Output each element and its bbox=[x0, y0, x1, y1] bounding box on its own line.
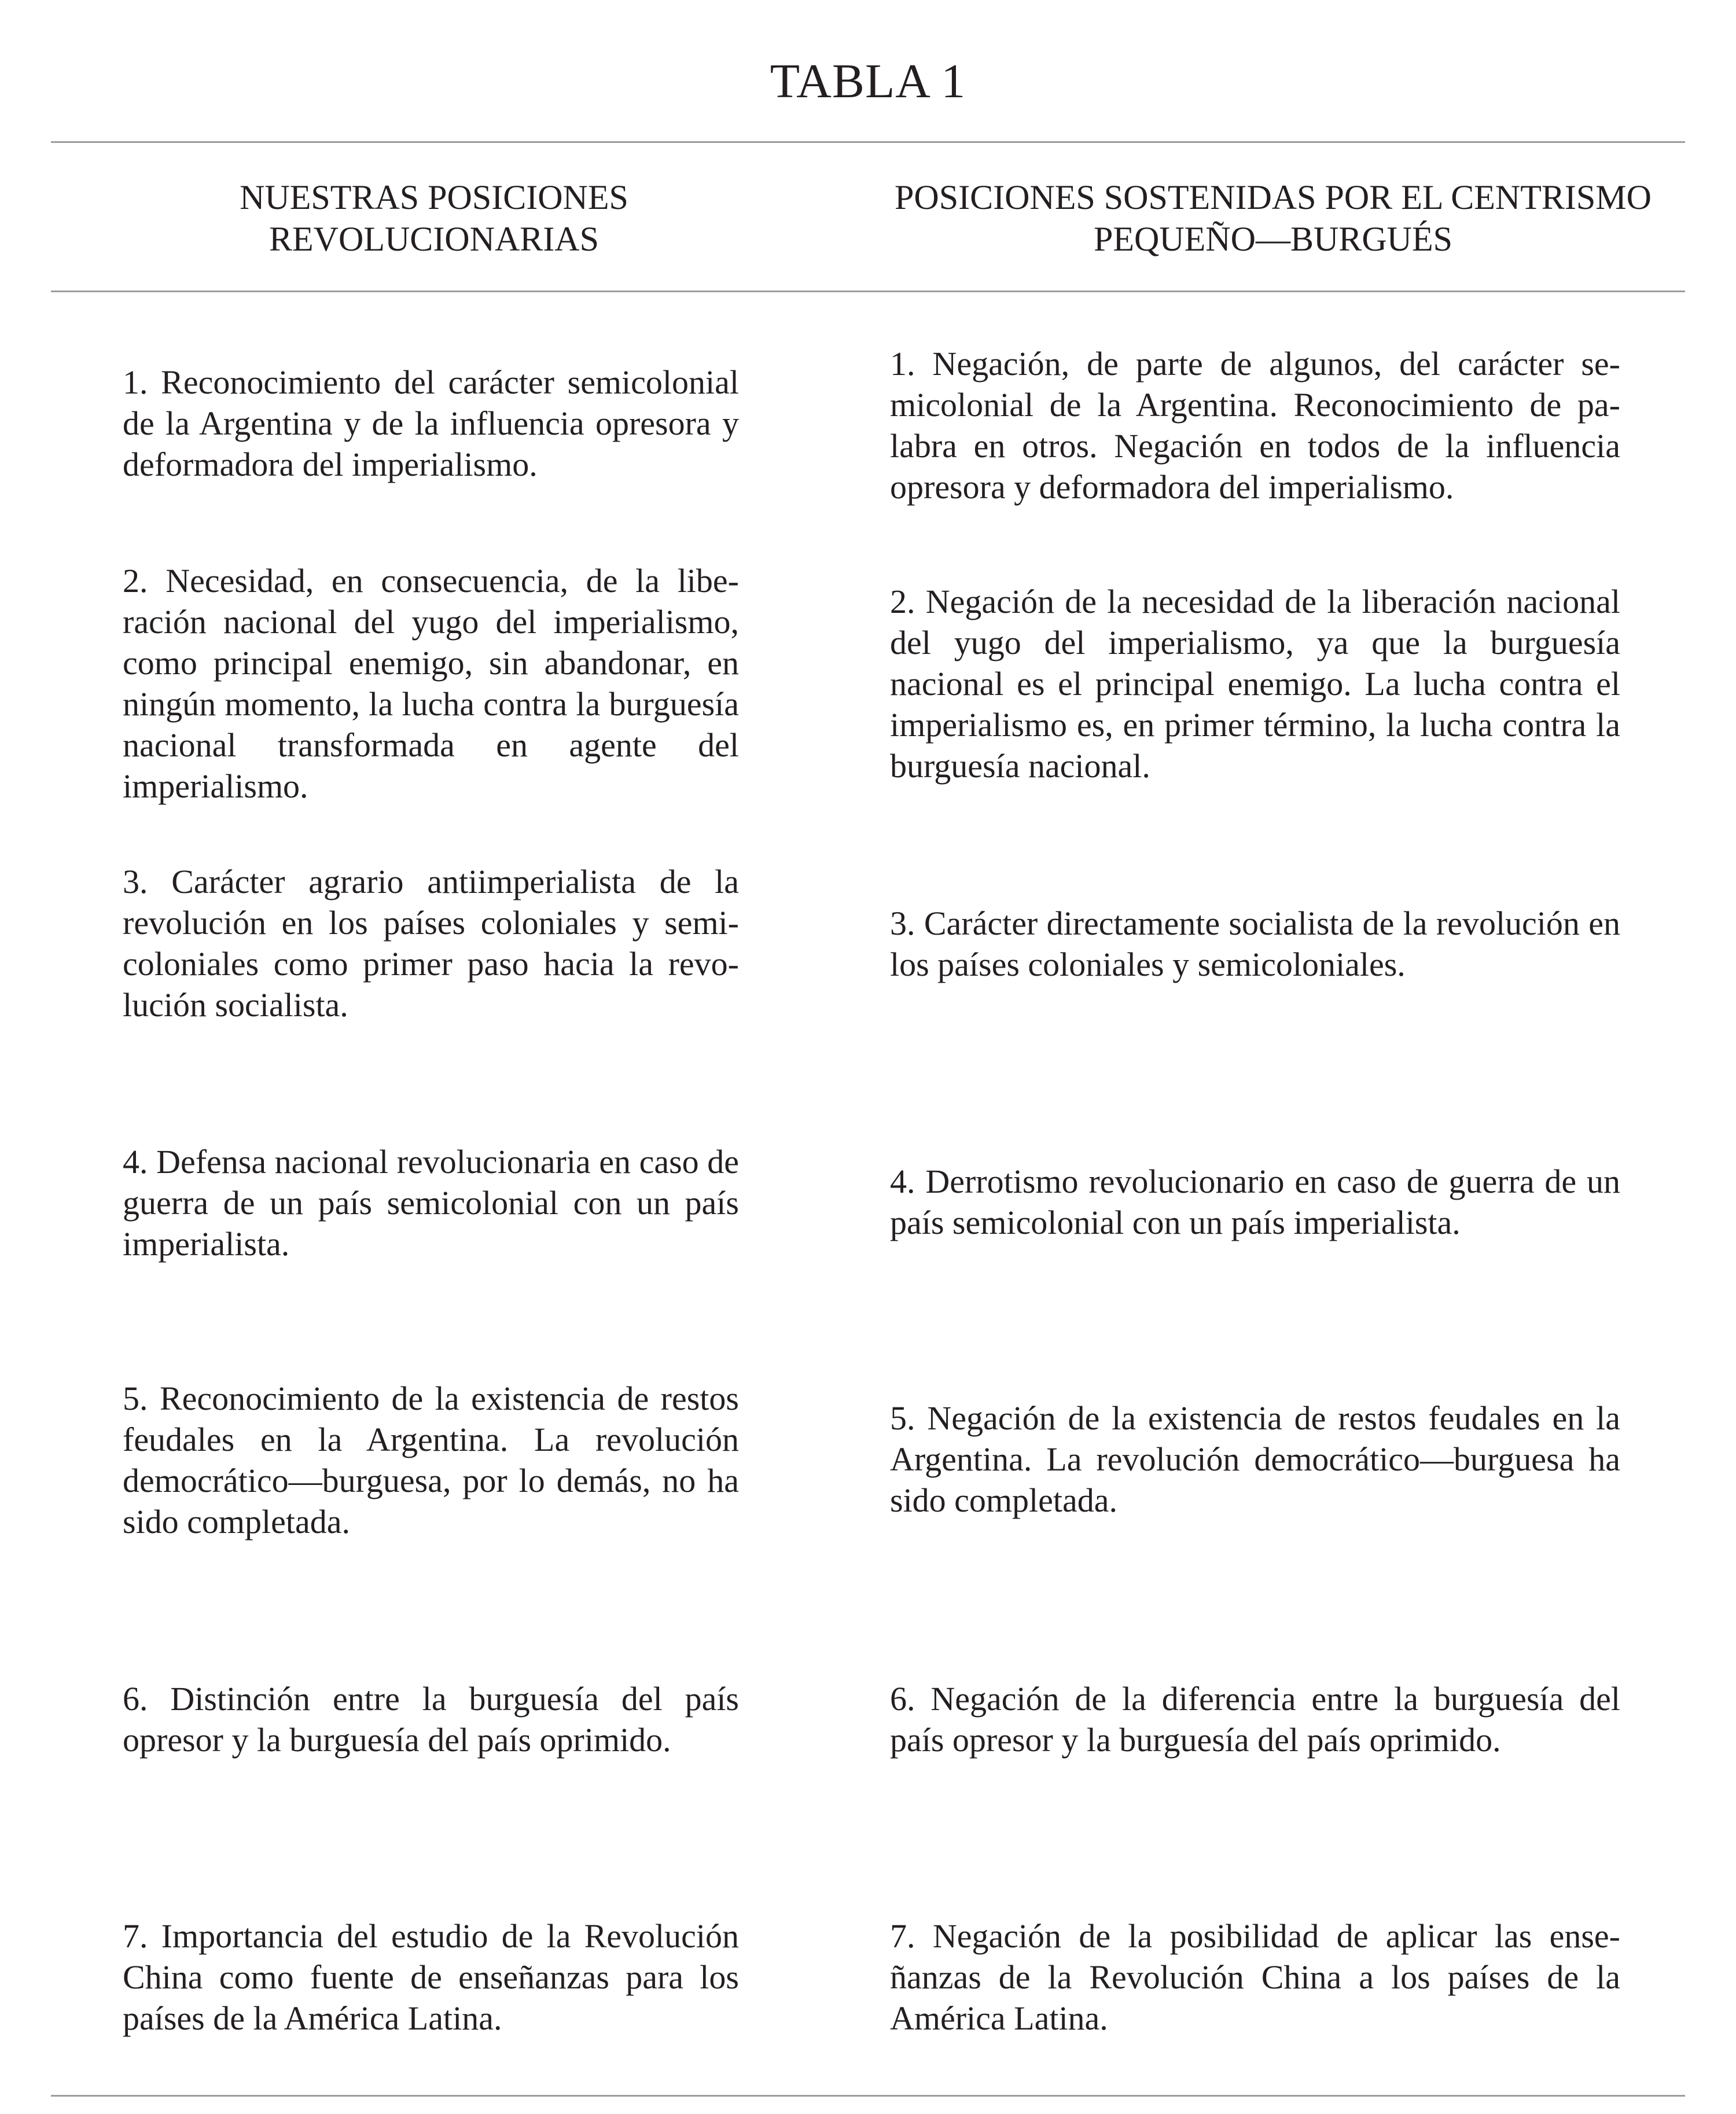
header-revolutionary-positions: NUESTRAS POSICIONES REVOLUCIONARIAS bbox=[240, 178, 628, 258]
table-title: TABLA 1 bbox=[770, 54, 966, 108]
right-item-1: 1. Negación, de parte de algunos, del carácter semicolonial de la Argentina. Reconocimiento de palabra en otros. Negación en todos de la influencia opresora y deformadora del imperialismo. bbox=[890, 345, 1620, 506]
left-item-5: 5. Reconocimiento de la existencia de restos feudales en la Argentina. La revolución democrático—burguesa, por lo demás, no ha sido completada. bbox=[123, 1380, 739, 1541]
bottom-divider bbox=[51, 2095, 1685, 2097]
right-item-7: 7. Negación de la posibilidad de aplicar las enseñanzas de la Revolución China a los países de la América Latina. bbox=[890, 1917, 1620, 2037]
right-item-3: 3. Carácter directamente socialista de la revolución en los países coloniales y semicoloniales. bbox=[890, 905, 1620, 983]
right-item-4: 4. Derrotismo revolucionario en caso de guerra de un país semicolonial con un país imperialista. bbox=[890, 1163, 1620, 1241]
left-item-4: 4. Defensa nacional revolucionaria en caso de guerra de un país semicolonial con un país imperialista. bbox=[123, 1143, 739, 1263]
right-item-5: 5. Negación de la existencia de restos feudales en la Argentina. La revolución democrático—burguesa ha sido completada. bbox=[890, 1399, 1620, 1519]
left-item-6: 6. Distinción entre la burguesía del país opresor y la burguesía del país oprimido. bbox=[123, 1680, 739, 1759]
header-centrist-positions: POSICIONES SOSTENIDAS POR EL CENTRISMO PEQUEÑO—BURGUÉS bbox=[895, 178, 1652, 258]
header-divider bbox=[51, 291, 1685, 292]
left-item-7: 7. Importancia del estudio de la Revolución China como fuente de enseñanzas para los países de la América Latina. bbox=[123, 1917, 739, 2037]
left-item-3: 3. Carácter agrario antiimperialista de la revolución en los países coloniales y semicoloniales como primer paso hacia la revolución socialista. bbox=[123, 863, 739, 1024]
left-item-1: 1. Reconocimiento del carácter semicolonial de la Argentina y de la influencia opresora y deformadora del imperialismo. bbox=[123, 363, 739, 483]
left-item-2: 2. Necesidad, en consecuencia, de la liberación nacional del yugo del imperialismo, como principal enemigo, sin abandonar, en ningún momento, la lucha contra la burguesía nacional transformada en agente del imperialismo. bbox=[123, 562, 739, 805]
right-item-2: 2. Negación de la necesidad de la liberación nacional del yugo del imperialismo, ya que la burguesía nacional es el principal enemigo. La lucha contra el imperialismo es, en primer término, la lucha contra la burguesía nacional. bbox=[890, 583, 1620, 785]
right-item-6: 6. Negación de la diferencia entre la burguesía del país opresor y la burguesía del país oprimido. bbox=[890, 1680, 1620, 1759]
top-divider bbox=[51, 141, 1685, 143]
